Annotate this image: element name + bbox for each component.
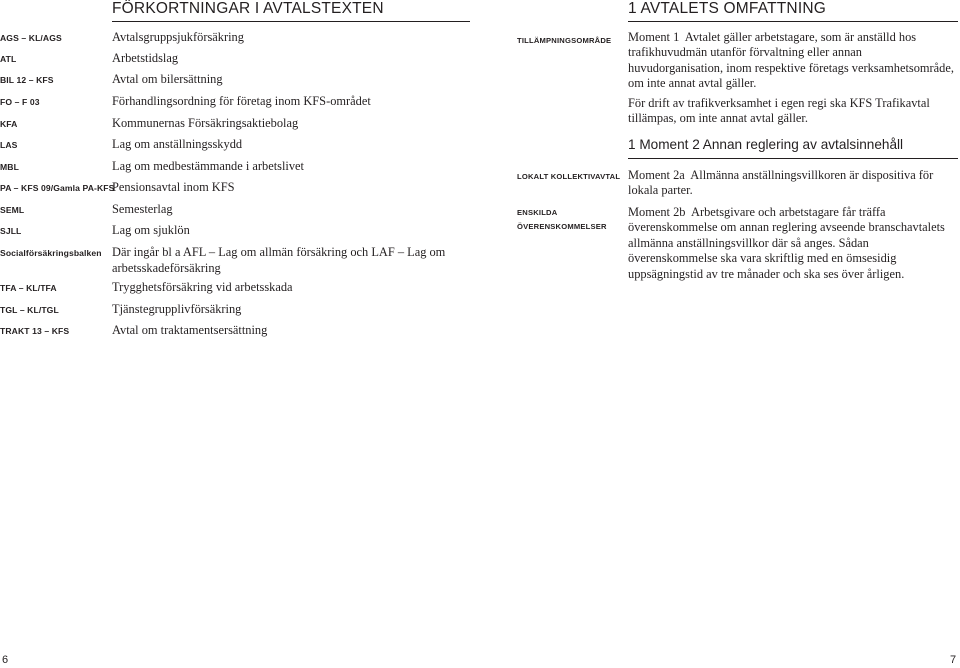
title-rule	[628, 21, 958, 22]
abbreviation-definition: Lag om medbestämmande i arbetslivet	[112, 159, 304, 173]
abbreviation-term: SJLL	[0, 226, 22, 236]
moment-2b-label: Moment 2b	[628, 205, 686, 219]
abbreviation-term: LAS	[0, 140, 18, 150]
abbreviation-definition: Lag om anställningsskydd	[112, 137, 243, 151]
abbreviation-term: SEML	[0, 205, 25, 215]
abbreviation-definition: Tjänstegrupplivförsäkring	[112, 302, 242, 316]
moment-2a-label: Moment 2a	[628, 168, 685, 182]
abbreviation-definition: Avtalsgruppsjukförsäkring	[112, 30, 244, 44]
moment-1-paragraph	[628, 30, 958, 92]
moment-2a-paragraph	[628, 168, 958, 199]
moment-1-label: Moment 1	[628, 30, 680, 44]
abbreviation-term: TRAKT 13 – KFS	[0, 326, 70, 336]
abbreviation-term: FO – F 03	[0, 97, 40, 107]
operation-paragraph: För drift av trafikverksamhet i egen regi ska KFS Trafikavtal tillämpas, om inte annat avtal gäller.	[628, 96, 930, 126]
title-rule	[112, 21, 470, 22]
abbreviation-definition: Avtal om traktamentsersättning	[112, 323, 268, 337]
right-page	[480, 0, 960, 668]
abbreviation-term: AGS – KL/AGS	[0, 33, 62, 43]
page-number-left: 6	[2, 654, 9, 666]
abbreviation-definition: Lag om sjuklön	[112, 223, 190, 237]
abbreviation-term: PA – KFS 09/Gamla PA-KFS	[0, 183, 115, 193]
moment-2b-paragraph	[628, 205, 958, 282]
abbreviation-term: BIL 12 – KFS	[0, 75, 54, 85]
label-individual-1: ENSKILDA	[517, 208, 558, 217]
abbreviation-definition: Kommunernas Försäkringsaktiebolag	[112, 116, 299, 130]
page-number-right: 7	[950, 654, 957, 666]
abbreviation-definition: Pensionsavtal inom KFS	[112, 180, 235, 194]
abbreviation-definition: Där ingår bl a AFL – Lag om allmän försäkring och LAF – Lag om arbetsskadeförsäkring	[112, 245, 446, 275]
abbreviation-term: MBL	[0, 162, 19, 172]
abbreviation-definition: Semesterlag	[112, 202, 173, 216]
abbreviation-term: TGL – KL/TGL	[0, 305, 59, 315]
sub-heading-rule	[628, 158, 958, 159]
moment-2a-text: Allmänna anställningsvillkoren är dispositiva för lokala parter.	[628, 168, 934, 198]
abbreviation-definition: Avtal om bilersättning	[112, 72, 223, 86]
abbreviation-term: TFA – KL/TFA	[0, 283, 57, 293]
moment-2-heading: 1 Moment 2 Annan reglering av avtalsinnehåll	[628, 137, 904, 152]
label-scope: TILLÄMPNINGSOMRÅDE	[517, 36, 612, 45]
abbreviation-term: KFA	[0, 119, 18, 129]
abbreviation-definition: Trygghetsförsäkring vid arbetsskada	[112, 280, 293, 294]
label-individual-2: ÖVERENSKOMMELSER	[517, 222, 607, 231]
moment-1-text: Avtalet gäller arbetstagare, som är anställd hos trafikhuvudmän utanför förvaltning eller annan huvudorganisation, inom respektive företags verksamhetsområde, om inte annat avtal gäller.	[628, 30, 954, 91]
moment-2b-text: Arbetsgivare och arbetstagare får träffa överenskommelse om annan reglering avseende branschavtalets allmänna anställningsvillkor där så anges. Sådan överenskommelse ska vara skriftlig med en ömsesidig uppsägningstid av tre månader och ska ses över årligen.	[628, 205, 945, 281]
abbreviation-definition: Förhandlingsordning för företag inom KFS-området	[112, 94, 371, 108]
abbreviation-term: ATL	[0, 54, 17, 64]
abbreviation-definition: Arbetstidslag	[112, 51, 179, 65]
label-local-agreement: LOKALT KOLLEKTIVAVTAL	[517, 172, 621, 181]
abbreviations-title: FÖRKORTNINGAR I AVTALSTEXTEN	[112, 0, 384, 17]
scope-title: 1 AVTALETS OMFATTNING	[628, 0, 826, 17]
abbreviation-term: Socialförsäkringsbalken	[0, 248, 102, 258]
